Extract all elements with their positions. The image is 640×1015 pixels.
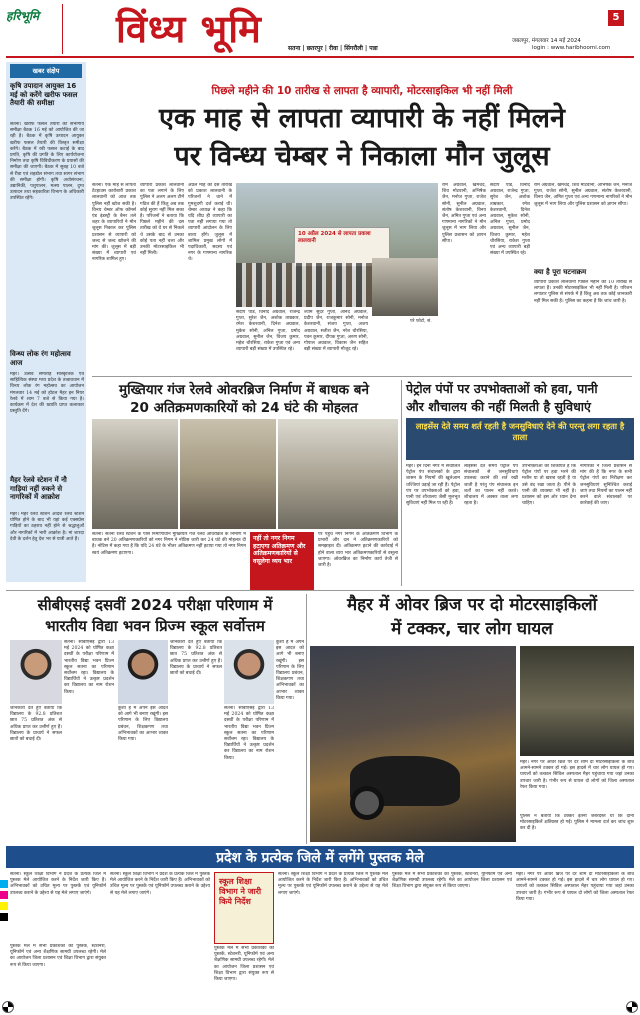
lead-col6b: व्यापारी प्रकाश लालवानी पिछले महीने की 10 तारीख से लापता हैं। उनकी मोटरसाइकिल भी नहीं मिली है। परिजन लगातार पुलिस से संपर्क में हैं किंतु अब तक कोई जानकारी नहीं मिल सकी है। पुलिस का कहना है कि जांच जारी है। <box>534 280 632 304</box>
regions-bar: सतना | छतरपुर | रीवा | सिंगरौली | पन्ना <box>288 45 378 52</box>
sidebar-header: खबर संक्षेप <box>10 64 82 78</box>
brand-logo: हरिभूमि <box>6 9 40 23</box>
rule-mid <box>6 590 634 591</box>
protest-banner-text: 10 अप्रैल 2024 से लापता प्रकाश लालवानी <box>298 231 371 244</box>
lead-photo-caption: परे फोटो, सं. <box>410 319 432 324</box>
vertical-rule-story3 <box>401 380 402 586</box>
date-line: जबलपुर, मंगलवार 14 मई 2024 <box>512 38 581 44</box>
story4-col2b: कुशी है मैं अपने इस आदत को आगे भी बनाए रखूंगी। इस परिणाम के लिए विद्यालय प्रबंधन, शिक्षकगण तथा अभिभावकों का आभार व्यक्त किया गया। <box>118 706 168 743</box>
story6-col4: पुस्तक मेले में सभी प्रकाशकों की पुस्तकें, स्टेशनरी, यूनिफॉर्म एवं अन्य शैक्षणिक सामग्री उपलब्ध रहेगी। मेले का आयोजन जिला प्रशासन एवं शिक्षा विभाग द्वारा संयुक्त रूप से किया जाएगा। <box>214 946 274 983</box>
motorcycle-wheel <box>350 786 384 820</box>
story5-body: मैहर। नगर पर ओवर ब्रिज पर देर शाम दो मोटरसाइकिलों के बीच आमने-सामने टक्कर हो गई। इस हादसे में चार लोग घायल हो गए। घायलों को तत्काल सिविल अस्पताल मैहर पहुंचाया गया जहां उनका उपचार जारी है। गंभीर रूप से घायल दो लोगों को जिला अस्पताल रेफर किया गया। <box>520 760 634 790</box>
story6-banner <box>6 846 634 868</box>
story3-col3: उपभोक्ताओं की शिकायत है कि पेट्रोल पंपों पर हवा भरने की मशीन या तो खराब रहती है या उसे बंद रखा जाता है। पीने के पानी की व्यवस्था भी नहीं है। प्रशासन को इस ओर ध्यान देना चाहिए। <box>522 464 576 507</box>
story6-col3: सतना। स्कूल शिक्षा विभाग ने प्रदेश के प्रत्येक जिले में पुस्तक मेले आयोजित करने के निर्देश जारी किए हैं। अभिभावकों को उचित मूल्य पर पुस्तकें एवं यूनिफॉर्म उपलब्ध कराने के उद्देश्य से यह मेले लगाए जाएंगे। <box>110 872 210 896</box>
accident-photo-inset <box>520 646 634 756</box>
story4-headline-line1: सीबीएसई दसवीं 2024 परीक्षा परिणाम में <box>37 596 273 614</box>
story4-col3b: सतना। सीबीएसई द्वारा 13 मई 2024 को घोषित कक्षा दसवीं के परीक्षा परिणाम में भारतीय विद्या भवन प्रिज्म स्कूल सतना का परिणाम सर्वोत्तम रहा। विद्यालय के विद्यार्थियों ने उत्कृष्ट प्रदर्शन कर विद्यालय का नाम रोशन किया। <box>224 706 274 760</box>
lead-photo-2 <box>372 258 438 316</box>
story2-photo-3 <box>278 419 398 529</box>
lead-headline-line1: एक माह से लापता व्यापारी के नहीं मिलने <box>159 103 565 134</box>
registration-mark-icon <box>626 1001 638 1013</box>
story6-callout: स्कूल शिक्षा विभाग ने जारी किये निर्देश <box>214 872 274 944</box>
paper-title: विंध्य भूमि <box>116 7 262 51</box>
website: login : www.haribhoomi.com <box>532 45 611 51</box>
story3-headline-line2: और शौचालय की नहीं मिलती है सुविधाएं <box>406 399 591 414</box>
lead-col7: संदीप पांडे, विनोद अग्रवाल, राजेन्द्र गुप्ता, सुरेश जैन, अशोक ताम्रकार, रमेश केशरवानी, दिनेश अग्रवाल, मुकेश सोनी, अनिल गुप्ता, प्रमोद अग्रवाल, सुनील जैन, विजय कुमार, महेश चौरसिया, राकेश गुप्ता एवं अन्य व्यापारी बड़ी संख्या में उपस्थित रहे। <box>490 183 530 257</box>
lead-subhead: क्या है पूरा घटनाक्रम <box>534 268 587 276</box>
story2-headline-line2: 20 अतिक्रमणकारियों को 24 घंटे की मोहलत <box>130 400 358 416</box>
story5-headline-line1: मैहर में ओवर ब्रिज पर दो मोटरसाइकिलों <box>346 595 598 615</box>
story4-col1b: जानकारी देते हुए बताया कि विद्यालय के 92.8 प्रतिशत छात्र 75 प्रतिशत अंक से अधिक प्राप्त कर उत्तीर्ण हुए हैं। विद्यालय के प्राचार्य ने सफल छात्रों को बधाई दी। <box>10 706 62 743</box>
sidebar-item1-headline: कृषि उपादान आयुक्त 16 मई को करेंगे खरीफ फसल तैयारी की समीक्षा <box>10 82 78 107</box>
story2-col2: पर पहुंचे नगर निगम के अतिक्रमण विभाग के प्रभारी और दल ने अतिक्रमणकारियों को समझाइश दी। अतिक्रमण हटाने की कार्रवाई में होने वाला व्यय भार अतिक्रमणकारियों से वसूला जाएगा। ओवरब्रिज का निर्माण कार्य तेजी से जारी है। <box>318 532 398 569</box>
story3-highlight: लाइसेंस देते समय शर्त रहती है जनसुविधाएं देने की परन्तु लगा रहता है ताला <box>406 418 634 460</box>
lead-col8: राम अग्रवाल, खेमचंद, शिव मोटवानी, अभिषेक जैन, मनोज गुप्ता, राजेश सोनी, सुनील अग्रवाल, संतोष केशरवानी, विनय जैन, अमित गुप्ता एवं अन्य गणमान्य नागरिकों ने मौन जुलूस में भाग लिया और पुलिस प्रशासन को ज्ञापन सौंपा। <box>534 183 632 207</box>
story4-col1: सतना। सीबीएसई द्वारा 13 मई 2024 को घोषित कक्षा दसवीं के परीक्षा परिणाम में भारतीय विद्या भवन प्रिज्म स्कूल सतना का परिणाम सर्वोत्तम रहा। विद्यालय के विद्यार्थियों ने उत्कृष्ट प्रदर्शन कर विद्यालय का नाम रोशन किया। <box>64 640 114 695</box>
story2-photo-1 <box>92 419 178 529</box>
vertical-rule-story5 <box>306 594 307 844</box>
lead-col1: सतना। एक माह से लापता टेंटहाउस कारोबारी प्रकाश लालवानी को आज तक पुलिस नहीं खोज सकी है। विन्ध्य चेम्बर ऑफ कॉमर्स एंड इंडस्ट्री के बैनर तले शहर के व्यापारियों ने मौन जुलूस निकाल कर पुलिस प्रशासन से व्यापारी को जल्द से जल्द खोजने की मांग की। जुलूस में बड़ी संख्या में व्यापारी एवं नागरिक शामिल हुए। <box>92 183 136 263</box>
story6-col5: सतना। स्कूल शिक्षा विभाग ने प्रदेश के प्रत्येक जिले में पुस्तक मेले आयोजित करने के निर्देश जारी किए हैं। अभिभावकों को उचित मूल्य पर पुस्तकें एवं यूनिफॉर्म उपलब्ध कराने के उद्देश्य से यह मेले लगाए जाएंगे। <box>278 872 388 896</box>
story5-body2: पुलिस ने बताया कि टक्कर इतनी जबरदस्त थी कि दोनों मोटरसाइकिलें क्षतिग्रस्त हो गईं। पुलिस ने मामला दर्ज कर जांच शुरू कर दी है। <box>520 814 634 832</box>
lead-headline-line2: पर विन्ध्य चेम्बर ने निकाला मौन जुलूस <box>174 141 550 172</box>
story3-col2: लाइसेंस देते समय पेट्रोल पंप संचालकों से जनसुविधाएं उपलब्ध कराने की शर्त रखी जाती है परंतु पंप संचालक इन शर्तों का पालन नहीं करते। शौचालय में अक्सर ताला लगा रहता है। <box>464 464 518 507</box>
story2-col1: सतना। सतना रेलवे स्टेशन के पास निर्माणाधीन मुख्तियार गंज रेलवे ओवरब्रिज के निर्माण में बाधक बने 20 अतिक्रमणकारियों को नगर निगम ने नोटिस जारी कर 24 घंटे की मोहलत दी है। नोटिस में कहा गया है कि यदि 24 घंटे के भीतर अतिक्रमण नहीं हटाया गया तो नगर निगम स्वयं अतिक्रमण हटाएगा। <box>92 532 246 556</box>
registration-mark-icon <box>2 1001 14 1013</box>
story2-headline-line1: मुख्तियार गंज रेलवे ओवरब्रिज निर्माण में बाधक बने <box>119 382 369 398</box>
sidebar-item3-headline: मैहर रेलवे स्टेशन में नौ गाड़ियां नहीं रुकने से नागरिकों में आक्रोश <box>10 476 67 501</box>
lead-col6: राम अग्रवाल, खेमचंद, शिव मोटवानी, अभिषेक जैन, मनोज गुप्ता, राजेश सोनी, सुनील अग्रवाल, संतोष केशरवानी, विनय जैन, अमित गुप्ता एवं अन्य गणमान्य नागरिकों ने मौन जुलूस में भाग लिया और पुलिस प्रशासन को ज्ञापन सौंपा। <box>442 183 486 244</box>
accident-photo <box>310 646 516 842</box>
sidebar-item1-body: सतना। खरीफ फसल तैयारी की संभागीय समीक्षा बैठक 16 मई को आयोजित की जा रही है। बैठक में कृषि उत्पादन आयुक्त खरीफ फसल तैयारी की विस्तृत समीक्षा करेंगे। बैठक में रबी फसल कटाई के बाद प्रगति, कृषि की प्रगति के लिए कार्ययोजना निर्माण तथा कृषि विविधीकरण के प्रयासों की समीक्षा की जाएगी। बैठक में सुबह 10 बजे से रीवा एवं शहडोल संभाग तथा सागर संभाग की समीक्षा होगी। कृषि अधोसंरचना, उद्यानिकी, पशुपालन, मत्स्य पालन, दुग्ध उत्पादन तथा सहकारिता विभाग के अधिकारी उपस्थित रहेंगे। <box>10 122 84 202</box>
story6-col2: पुस्तक मेले में सभी प्रकाशकों की पुस्तकें, स्टेशनरी, यूनिफॉर्म एवं अन्य शैक्षणिक सामग्री उपलब्ध रहेगी। मेले का आयोजन जिला प्रशासन एवं शिक्षा विभाग द्वारा संयुक्त रूप से किया जाएगा। <box>10 944 106 968</box>
story2-photo-2 <box>180 419 276 529</box>
student-photo-2 <box>118 640 168 704</box>
lead-col5: श्याम सुंदर गुप्ता, आनंद अग्रवाल, प्रदीप जैन, राजकुमार सोनी, मनोज केशरवानी, संजय गुप्ता, अजय अग्रवाल, सतीश जैन, नरेश चौरसिया, पवन कुमार, दीपक गुप्ता, अरुण सोनी, गोपाल अग्रवाल, विकास जैन सहित बड़ी संख्या में व्यापारी मौजूद रहे। <box>304 310 368 353</box>
sidebar <box>6 62 86 582</box>
page-number: 5 <box>608 10 624 26</box>
story3-col1: मैहर। इन दिनों नगर में संचालित पेट्रोल पंप संचालकों के द्वारा शासन के नियमों की खुलेआम धज्जियां उड़ाई जा रही हैं। पेट्रोल पंप पर उपभोक्ताओं को हवा, पानी एवं शौचालय जैसी मूलभूत सुविधाएं नहीं मिल पा रही हैं। <box>406 464 460 507</box>
story4-col3: कुशी है मैं अपने इस आदत को आगे भी बनाए रखूंगी। इस परिणाम के लिए विद्यालय प्रबंधन, शिक्षकगण तथा अभिभावकों का आभार व्यक्त किया गया। <box>276 640 304 701</box>
story3-headline-line1: पेट्रोल पंपों पर उपभोक्ताओं को हवा, पानी <box>406 381 598 396</box>
sidebar-item2-headline: विन्ध्य लोक रंग महोत्सव आज <box>10 350 71 367</box>
story3-col4: नागरिकों ने जिला प्रशासन से मांग की है कि नगर के सभी पेट्रोल पंपों का निरीक्षण कर जनसुविधाएं सुनिश्चित कराई जाएं तथा नियमों का पालन नहीं करने वाले संचालकों पर कार्रवाई की जाए। <box>580 464 632 507</box>
story6-col7: मैहर। नगर पर ओवर ब्रिज पर देर शाम दो मोटरसाइकिलों के बीच आमने-सामने टक्कर हो गई। इस हादसे में चार लोग घायल हो गए। घायलों को तत्काल सिविल अस्पताल मैहर पहुंचाया गया जहां उनका उपचार जारी है। गंभीर रूप से घायल दो लोगों को जिला अस्पताल रेफर किया गया। <box>516 872 634 902</box>
story6-headline: प्रदेश के प्रत्येक जिले में लगेंगे पुस्तक मेले <box>216 850 424 866</box>
story4-col2: जानकारी देते हुए बताया कि विद्यालय के 92.8 प्रतिशत छात्र 75 प्रतिशत अंक से अधिक प्राप्त कर उत्तीर्ण हुए हैं। विद्यालय के प्राचार्य ने सफल छात्रों को बधाई दी। <box>170 640 222 677</box>
student-photo-3 <box>224 640 274 704</box>
lead-col2: व्यापारी प्रकाश लालवानी का पता लगाने के लिए पुलिस ने अलग अलग टीमें गठित की हैं किंतु अब तक कोई सुराग नहीं मिल सका है। परिजनों ने बताया कि पिछले महीने की दस तारीख को वे घर से निकले थे उसके बाद से उनका कोई पता नहीं चला और उनकी मोटरसाइकिल भी नहीं मिली। <box>140 183 184 257</box>
masthead-rule <box>6 56 634 58</box>
lead-col4: संदीप पांडे, विनोद अग्रवाल, राजेन्द्र गुप्ता, सुरेश जैन, अशोक ताम्रकार, रमेश केशरवानी, दिनेश अग्रवाल, मुकेश सोनी, अनिल गुप्ता, प्रमोद अग्रवाल, सुनील जैन, विजय कुमार, महेश चौरसिया, राकेश गुप्ता एवं अन्य व्यापारी बड़ी संख्या में उपस्थित रहे। <box>236 310 300 353</box>
story4-headline-line2: भारतीय विद्या भवन प्रिज्म स्कूल सर्वोत्तम <box>45 617 265 635</box>
lead-kicker: पिछले महीने की 10 तारीख से लापता है व्यापारी, मोटरसाइकिल भी नहीं मिली <box>211 85 513 97</box>
story5-headline-line2: में टक्कर, चार लोग घायल <box>391 619 553 639</box>
story2-callout: नहीं तो नगर निगम हटाएगा अतिक्रमण और अतिक्रमणकारियों से वसूलेगा व्यय भार <box>250 532 314 590</box>
student-photo-1 <box>10 640 62 704</box>
story6-col1: सतना। स्कूल शिक्षा विभाग ने प्रदेश के प्रत्येक जिले में पुस्तक मेले आयोजित करने के निर्देश जारी किए हैं। अभिभावकों को उचित मूल्य पर पुस्तकें एवं यूनिफॉर्म उपलब्ध कराने के उद्देश्य से यह मेले लगाए जाएंगे। <box>10 872 106 896</box>
sidebar-item3-body: मैहर। मैहर रेलवे स्टेशन आदर्श रेलवे स्टेशन घोषित होने के बाद भी यहां कई एक्सप्रेस गाड़ियों का ठहराव नहीं होने से श्रद्धालुओं और नागरिकों में भारी आक्रोश है। मां शारदा देवी के दर्शन हेतु देश भर से यात्री आते हैं। <box>10 512 84 542</box>
masthead <box>0 0 640 58</box>
rule-under-lead <box>92 376 632 377</box>
masthead-divider <box>62 4 63 54</box>
cmyk-color-strip-icon <box>0 880 8 921</box>
story6-col6: पुस्तक मेले में सभी प्रकाशकों की पुस्तकें, स्टेशनरी, यूनिफॉर्म एवं अन्य शैक्षणिक सामग्री उपलब्ध रहेगी। मेले का आयोजन जिला प्रशासन एवं शिक्षा विभाग द्वारा संयुक्त रूप से किया जाएगा। <box>392 872 512 890</box>
lead-col3: अप्रैल माह की दस तारीख को प्रकाश लालवानी के परिजनों ने थाने में गुमशुदगी दर्ज कराई थी। चेम्बर अध्यक्ष ने कहा कि यदि शीघ्र ही व्यापारी का पता नहीं लगाया गया तो व्यापारी आंदोलन के लिए बाध्य होंगे। जुलूस में शामिल प्रमुख लोगों में पदाधिकारी, सदस्य एवं नगर के गणमान्य नागरिक थे। <box>188 183 232 263</box>
sidebar-item2-body: मैहर। उत्सव समारोह सांस्कृतिक एवं साहित्यिक संस्था मध्य प्रदेश के तत्वावधान में विन्ध्य लोक रंग महोत्सव का आयोजन मंगलवार 14 मई को होटल मैहर इन नियर रेलवे में शाम 7 बजे से किया गया है। कार्यक्रम में देश की ख्याति प्राप्त कलाकार प्रस्तुति देंगे। <box>10 372 84 415</box>
